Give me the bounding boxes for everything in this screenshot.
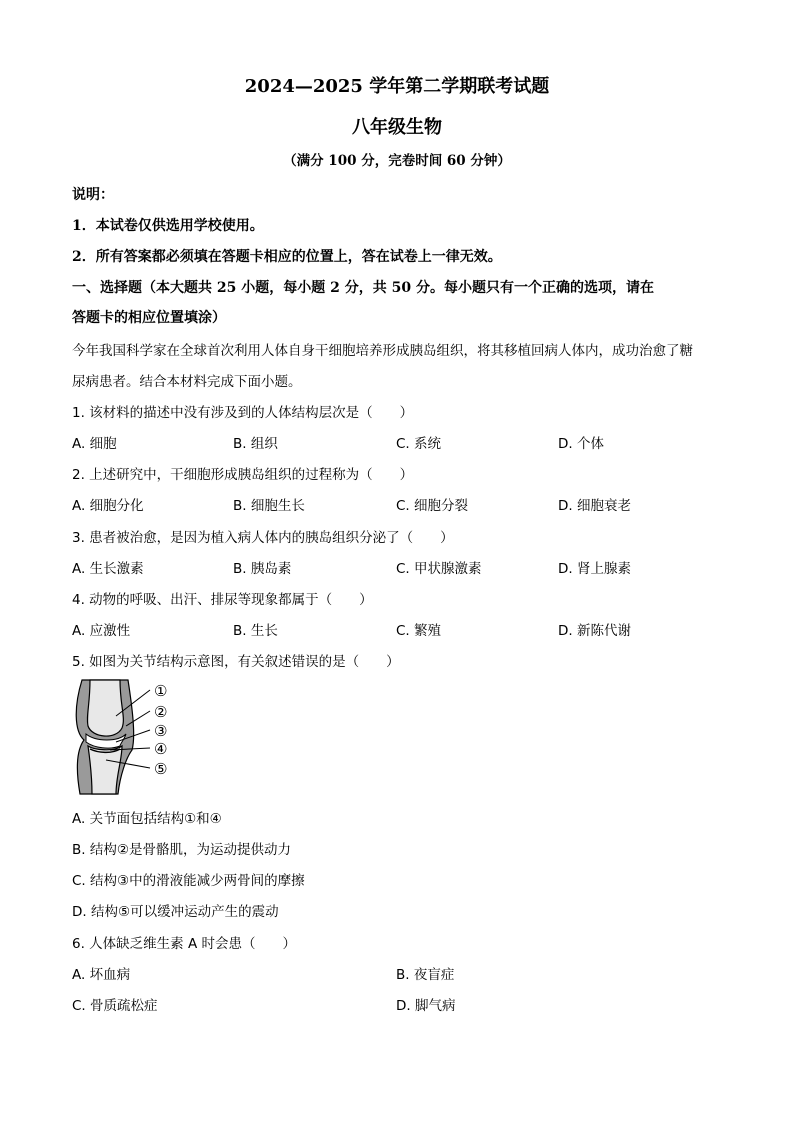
- option-c: C. 繁殖: [396, 623, 442, 639]
- instruction-item: 1．本试卷仅供选用学校使用。: [72, 218, 264, 234]
- exam-note: （满分 100 分，完卷时间 60 分钟）: [283, 153, 511, 169]
- label-2: ②: [154, 703, 168, 721]
- option-b: B. 结构②是骨骼肌，为运动提供动力: [72, 842, 291, 858]
- exam-subject: 八年级生物: [352, 117, 442, 138]
- label-4: ④: [154, 740, 168, 758]
- option-c: C. 系统: [396, 436, 442, 452]
- option-c: C. 结构③中的滑液能减少两骨间的摩擦: [72, 873, 305, 889]
- option-d: D. 结构⑤可以缓冲运动产生的震动: [72, 904, 279, 920]
- option-d: D. 肾上腺素: [558, 561, 631, 577]
- question-stem: 6. 人体缺乏维生素 A 时会患（ ）: [72, 936, 296, 952]
- option-d: D. 脚气病: [396, 998, 456, 1014]
- option-a: A. 坏血病: [72, 967, 131, 983]
- question-stem: 1. 该材料的描述中没有涉及到的人体结构层次是（ ）: [72, 405, 414, 421]
- material-text: 今年我国科学家在全球首次利用人体自身干细胞培养形成胰岛组织，将其移植回病人体内，成功治愈了糖: [72, 343, 693, 359]
- option-b: B. 组织: [233, 436, 278, 452]
- option-c: C. 骨质疏松症: [72, 998, 158, 1014]
- question-stem: 5. 如图为关节结构示意图，有关叙述错误的是（ ）: [72, 654, 400, 670]
- section-heading: 一、选择题（本大题共 25 小题，每小题 2 分，共 50 分。每小题只有一个正确的选项，请在: [72, 280, 654, 296]
- exam-title: 2024—2025 学年第二学期联考试题: [244, 76, 550, 97]
- option-b: B. 夜盲症: [396, 967, 455, 983]
- option-c: C. 细胞分裂: [396, 498, 469, 514]
- instructions-heading: 说明：: [72, 187, 114, 203]
- option-a: A. 关节面包括结构①和④: [72, 811, 222, 827]
- option-d: D. 新陈代谢: [558, 623, 631, 639]
- question-stem: 3. 患者被治愈，是因为植入病人体内的胰岛组织分泌了（ ）: [72, 530, 454, 546]
- label-3: ③: [154, 722, 168, 740]
- section-heading-cont: 答题卡的相应位置填涂）: [72, 310, 226, 326]
- option-a: A. 细胞分化: [72, 498, 144, 514]
- instruction-item: 2．所有答案都必须填在答题卡相应的位置上，答在试卷上一律无效。: [72, 249, 502, 265]
- label-5: ⑤: [154, 760, 168, 778]
- question-stem: 2. 上述研究中，干细胞形成胰岛组织的过程称为（ ）: [72, 467, 414, 483]
- option-b: B. 生长: [233, 623, 278, 639]
- question-stem: 4. 动物的呼吸、出汗、排尿等现象都属于（ ）: [72, 592, 373, 608]
- option-a: A. 生长激素: [72, 561, 144, 577]
- option-a: A. 应激性: [72, 623, 131, 639]
- option-d: D. 个体: [558, 436, 604, 452]
- joint-diagram: [70, 676, 178, 796]
- label-1: ①: [154, 682, 168, 700]
- option-d: D. 细胞衰老: [558, 498, 631, 514]
- option-b: B. 细胞生长: [233, 498, 305, 514]
- option-c: C. 甲状腺激素: [396, 561, 482, 577]
- option-b: B. 胰岛素: [233, 561, 292, 577]
- material-text-cont: 尿病患者。结合本材料完成下面小题。: [72, 374, 302, 390]
- option-a: A. 细胞: [72, 436, 117, 452]
